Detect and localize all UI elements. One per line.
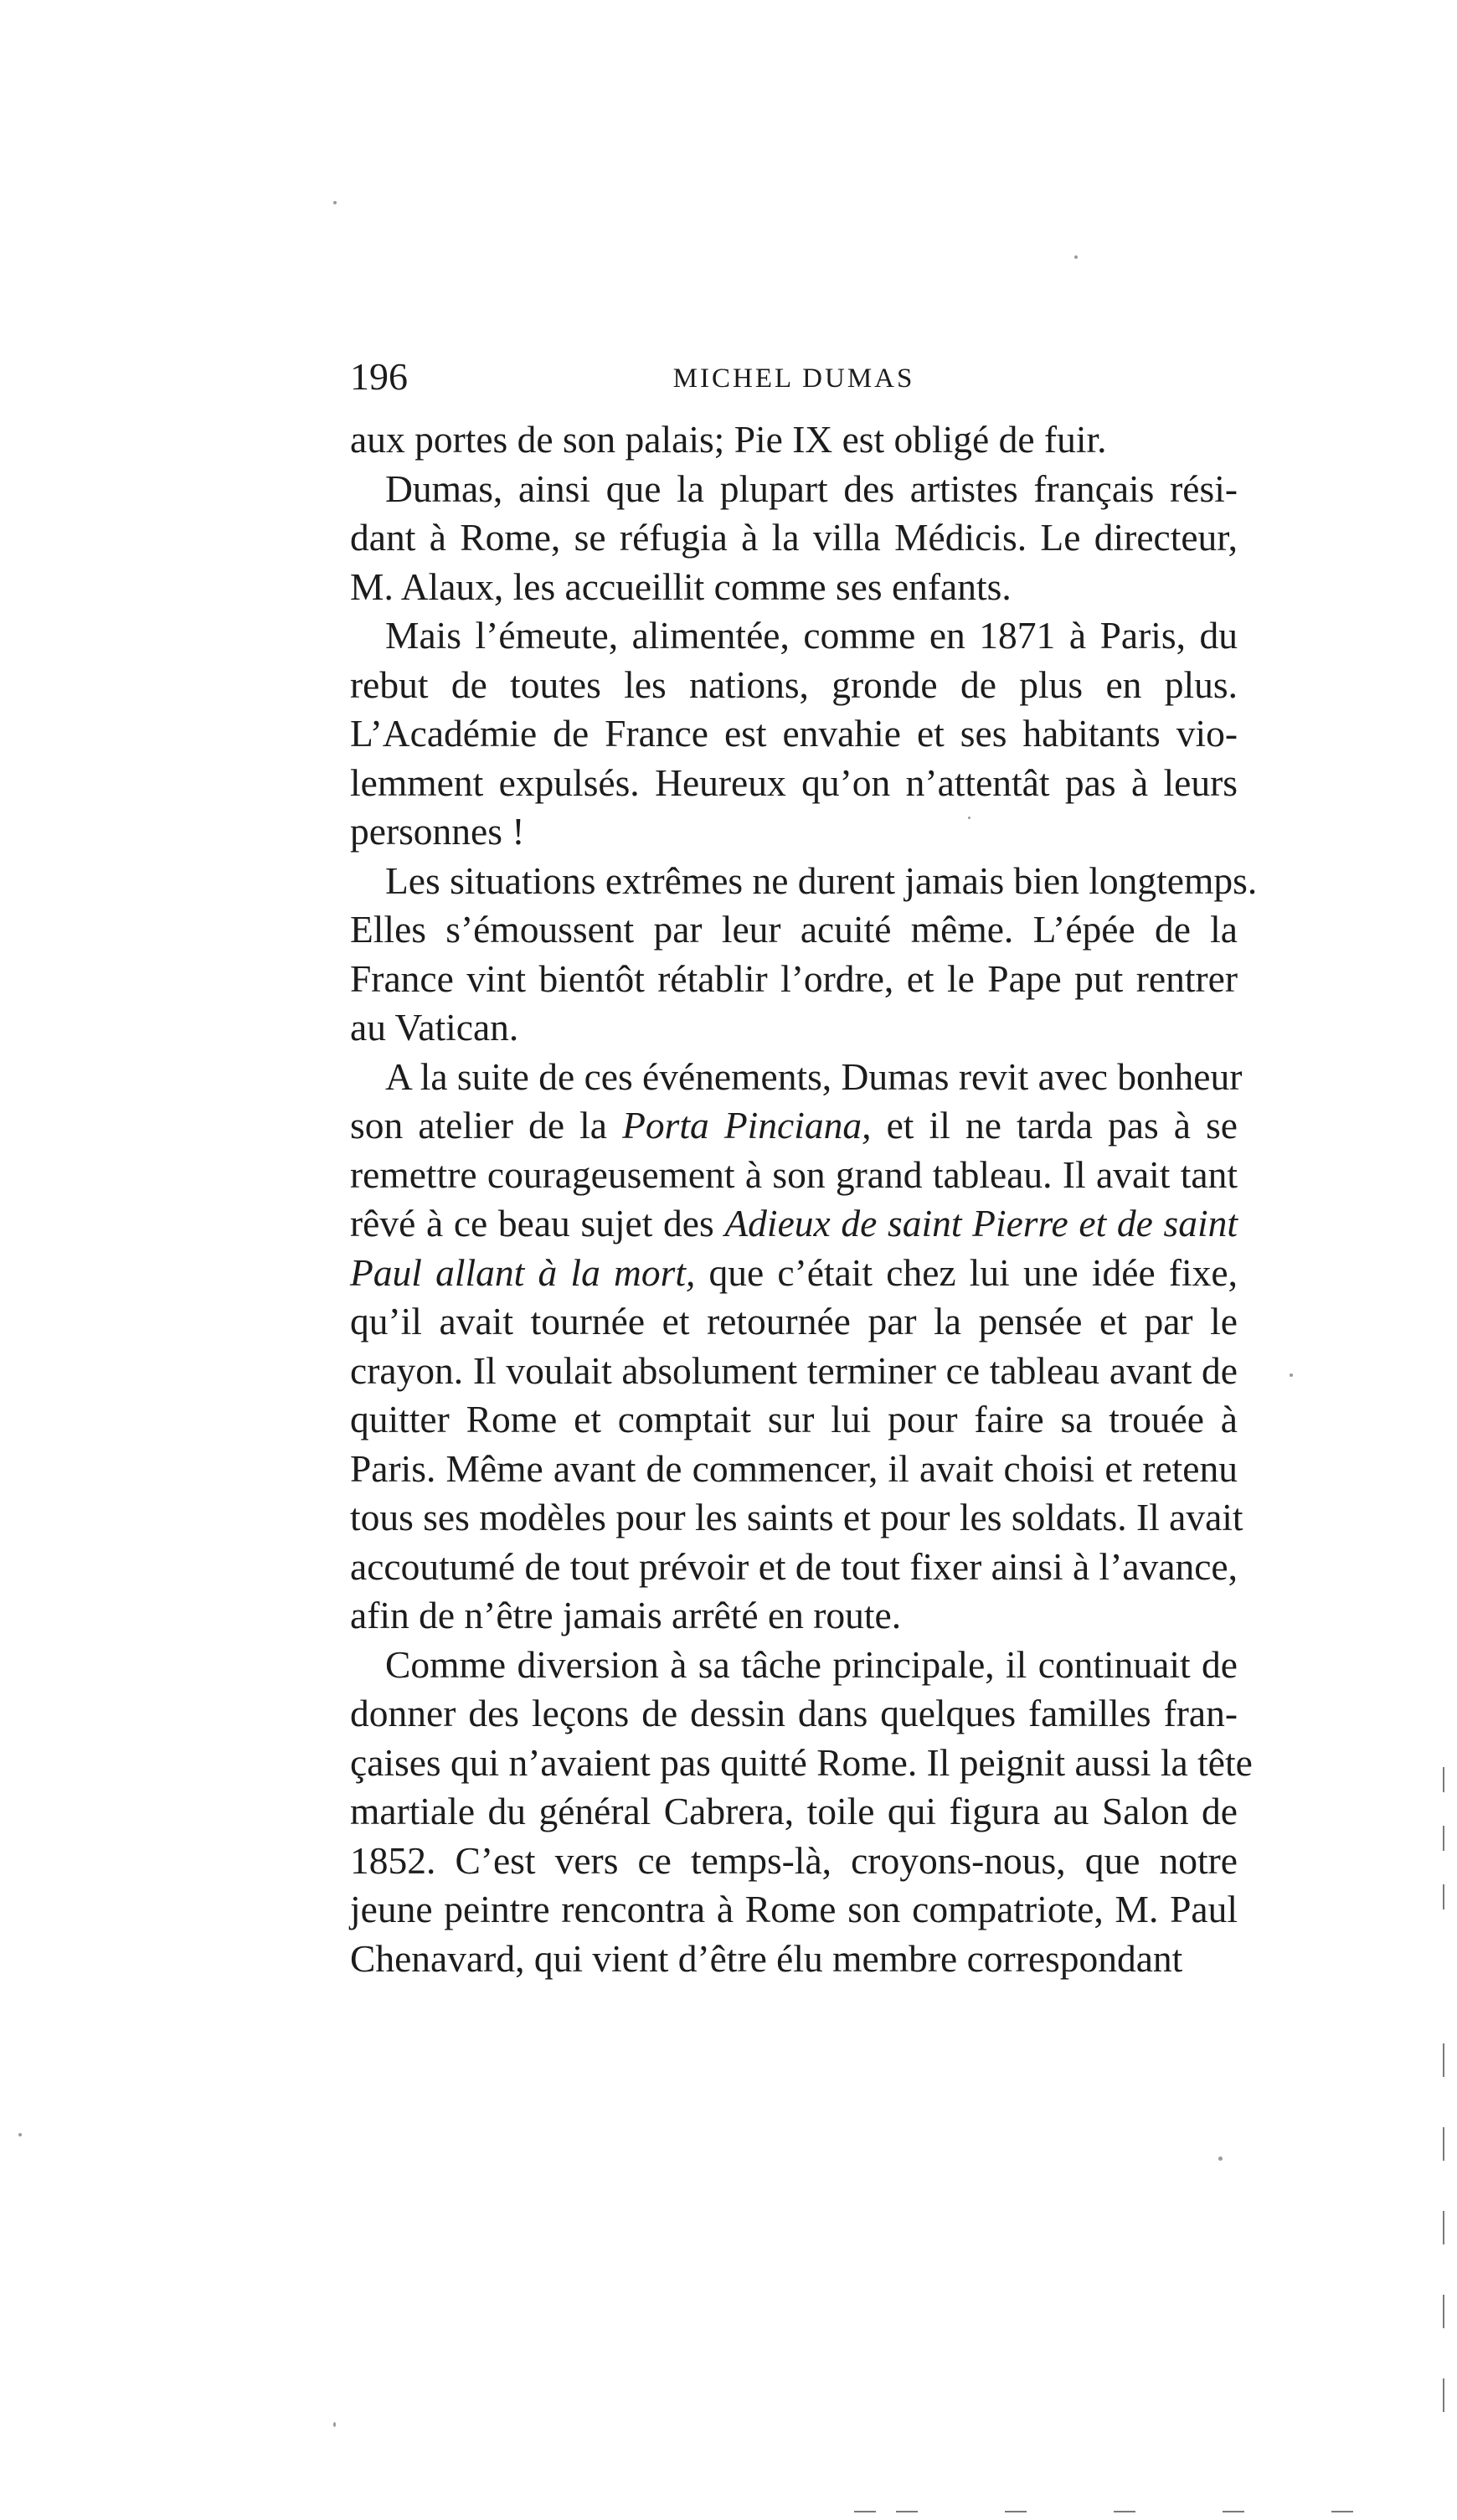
text-line: çaises qui n’avaient pas quitté Rome. Il peignit aussi la tête [350, 1740, 1253, 1784]
text-line: Dumas, ainsi que la plupart des artistes français rési- [385, 466, 1238, 510]
page-number: 196 [350, 355, 408, 398]
text-line: M. Alaux, les accueillit comme ses enfants. [350, 564, 1012, 608]
paragraph [350, 465, 1238, 612]
text-line: personnes ! [350, 810, 525, 853]
paragraph [350, 611, 1238, 857]
text-line: au Vatican. [350, 1006, 519, 1049]
text-line: jeune peintre rencontra à Rome son compatriote, M. Paul [350, 1888, 1238, 1930]
text-line: France vint bientôt rétablir l’ordre, et le Pape put rentrer [350, 956, 1238, 1000]
text-line: remettre courageusement à son grand tableau. Il avait tant [350, 1152, 1238, 1196]
text-line: Paris. Même avant de commencer, il avait choisi et retenu [350, 1446, 1238, 1490]
text-line: martiale du général Cabrera, toile qui figura au Salon de [350, 1790, 1238, 1832]
italic-phrase: Paul allant à la mort, [350, 1250, 696, 1294]
text-line: quitter Rome et comptait sur lui pour faire sa trouée à [350, 1398, 1238, 1440]
text-line: tous ses modèles pour les saints et pour les soldats. Il avait [350, 1496, 1243, 1538]
text-line: son atelier de la Porta Pinciana, et il ne tarda pas à se [350, 1104, 1238, 1147]
body-text [350, 415, 1258, 1983]
text-line: lemment expulsés. Heureux qu’on n’attentât pas à leurs [350, 760, 1238, 804]
text-line: Comme diversion à sa tâche principale, il continuait de [385, 1642, 1238, 1686]
paragraph [350, 857, 1258, 1053]
paragraph [350, 415, 1238, 465]
text-line: Chenavard, qui vient d’être élu membre correspondant [350, 1936, 1183, 1980]
running-title: MICHEL DUMAS [672, 363, 915, 394]
text-line: 1852. C’est vers ce temps-là, croyons-nous, que notre [350, 1838, 1238, 1882]
text-line: A la suite de ces événements, Dumas revit avec bonheur [385, 1054, 1243, 1098]
text-line: rebut de toutes les nations, gronde de plus en plus. [350, 662, 1238, 706]
text-line: Elles s’émoussent par leur acuité même. L’épée de la [350, 908, 1238, 951]
text-line: accoutumé de tout prévoir et de tout fixer ainsi à l’avance, [350, 1544, 1238, 1588]
text-line: L’Académie de France est envahie et ses habitants vio- [350, 712, 1238, 755]
text-line: donner des leçons de dessin dans quelques familles fran- [350, 1692, 1238, 1734]
italic-phrase: Porta Pinciana, [622, 1104, 872, 1147]
text-line: crayon. Il voulait absolument terminer ce tableau avant de [350, 1348, 1238, 1392]
text-line: Paul allant à la mort, que c’était chez lui une idée fixe, [350, 1250, 1238, 1294]
paragraph [350, 1641, 1253, 1984]
running-head [350, 352, 1238, 402]
text-line: Les situations extrêmes ne durent jamais bien longtemps. [385, 858, 1258, 902]
text-line: rêvé à ce beau sujet des Adieux de saint Pierre et de saint [350, 1202, 1238, 1245]
italic-phrase: Adieux de saint Pierre et de saint [724, 1202, 1238, 1245]
paragraph [350, 1053, 1243, 1641]
text-line: Mais l’émeute, alimentée, comme en 1871 à Paris, du [385, 614, 1238, 657]
text-line: dant à Rome, se réfugia à la villa Médicis. Le directeur, [350, 516, 1238, 559]
text-line: afin de n’être jamais arrêté en route. [350, 1594, 902, 1636]
text-line: aux portes de son palais; Pie IX est obligé de fuir. [350, 418, 1107, 461]
text-line: qu’il avait tournée et retournée par la pensée et par le [350, 1300, 1238, 1342]
